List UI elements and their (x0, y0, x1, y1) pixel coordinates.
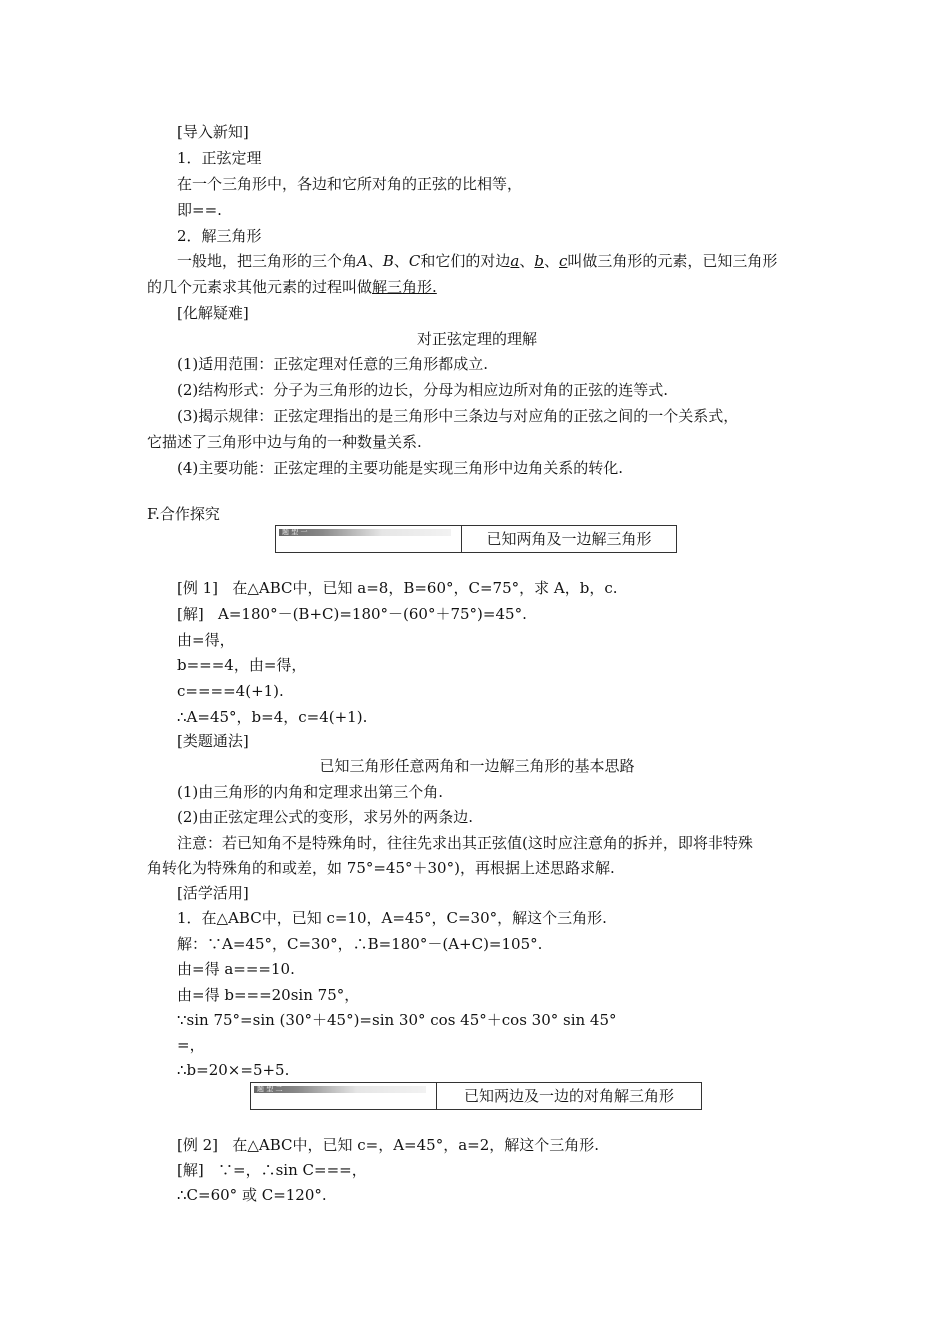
example2-conclusion: ∴C=60° 或 C=120°. (177, 1186, 327, 1204)
example1-conclusion: ∴A=45°，b=4，c=4(+1). (177, 708, 368, 726)
intro-item1-formula: 即==. (177, 201, 222, 219)
intro-heading: [导入新知] (177, 123, 249, 141)
intro-item2-title: 2．解三角形 (177, 227, 262, 245)
clarify-point: (3)揭示规律：正弦定理指出的是三角形中三条边与对应角的正弦之间的一个关系式， (177, 407, 739, 425)
type2-title: 已知两边及一边的对角解三角形 (463, 1087, 674, 1105)
practice-step: 解：∵A=45°，C=30°，∴B=180°－(A+C)=105°. (177, 935, 543, 953)
practice-step: 由=得 a===10. (177, 960, 295, 978)
example1-question: [例 1] 在△ABC中，已知 a=8，B=60°，C=75°，求 A，b，c. (177, 579, 618, 597)
section-heading: F.合作探究 (147, 505, 220, 523)
clarify-point: (2)结构形式：分子为三角形的边长，分母为相应边所对角的正弦的连等式. (177, 381, 669, 399)
type1-tag: 题 型 一 (276, 526, 462, 552)
type1-title: 已知两角及一边解三角形 (486, 530, 652, 548)
practice-step: ∵sin 75°=sin (30°＋45°)=sin 30° cos 45°＋cos 30° sin 45° (177, 1011, 617, 1029)
intro-term: 解三角形. (372, 278, 437, 296)
intro-item1-text: 在一个三角形中，各边和它所对角的正弦的比相等， (177, 175, 523, 193)
clarify-point: (1)适用范围：正弦定理对任意的三角形都成立. (177, 355, 489, 373)
example1-step: c====4(+1). (177, 682, 284, 700)
example1-step: 由=得， (177, 631, 235, 649)
example1-solution: [解] A=180°－(B+C)=180°－(60°＋75°)=45°. (177, 605, 527, 623)
method-heading: [类题通法] (177, 732, 249, 750)
type2-banner (250, 1082, 702, 1110)
clarify-point: (4)主要功能：正弦定理的主要功能是实现三角形中边角关系的转化. (177, 459, 624, 477)
practice-conclusion: ∴b=20×=5+5. (177, 1061, 290, 1079)
type1-banner (275, 525, 677, 553)
practice-heading: [活学活用] (177, 884, 249, 902)
example1-step: b===4，由=得， (177, 656, 307, 674)
clarify-heading: [化解疑难] (177, 304, 249, 322)
clarify-title: 对正弦定理的理解 (416, 330, 537, 348)
intro-item2-paragraph: 一般地，把三角形的三个角A、B、C和它们的对边a、b、c叫做三角形的元素，已知三角形 (177, 252, 778, 270)
practice-step: =， (177, 1036, 205, 1054)
example2-question: [例 2] 在△ABC中，已知 c=，A=45°，a=2，解这个三角形. (177, 1136, 600, 1154)
method-point: (1)由三角形的内角和定理求出第三个角. (177, 783, 444, 801)
method-point: (2)由正弦定理公式的变形，求另外的两条边. (177, 808, 474, 826)
type2-tag: 题 型 二 (251, 1083, 437, 1109)
practice-step: 由=得 b===20sin 75°， (177, 986, 360, 1004)
method-title: 已知三角形任意两角和一边解三角形的基本思路 (319, 757, 635, 775)
clarify-point: 它描述了三角形中边与角的一种数量关系. (147, 433, 422, 451)
intro-item2-paragraph-cont: 的几个元素求其他元素的过程叫做解三角形. (147, 278, 437, 296)
method-note-cont: 角转化为特殊角的和或差，如 75°=45°＋30°)，再根据上述思路求解. (147, 859, 615, 877)
practice-question: 1．在△ABC中，已知 c=10，A=45°，C=30°，解这个三角形. (177, 909, 607, 927)
intro-item1-title: 1．正弦定理 (177, 149, 262, 167)
example2-solution: [解] ∵=，∴sin C===， (177, 1161, 367, 1179)
method-note: 注意：若已知角不是特殊角时，往往先求出其正弦值(这时应注意角的拆并，即将非特殊 (177, 834, 753, 852)
